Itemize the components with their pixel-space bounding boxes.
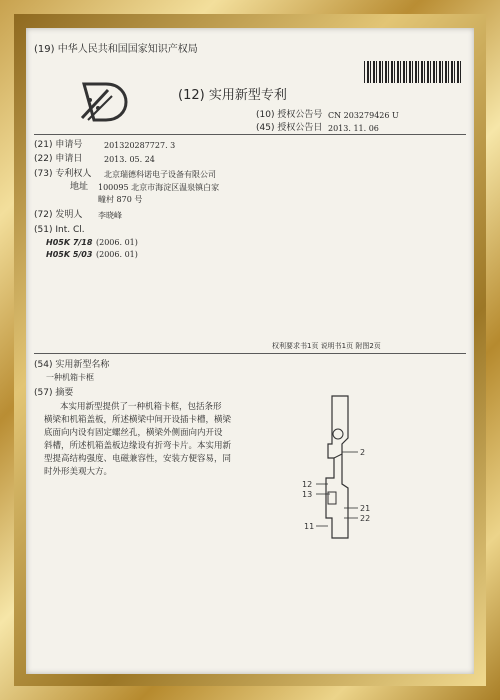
body-divider [34, 353, 466, 354]
patentee-label: (73) 专利权人 [34, 169, 92, 179]
abstract-label: (57) 摘要 [34, 388, 74, 398]
header-divider [34, 134, 466, 135]
patentee-value: 北京瑞德科诺电子设备有限公司 [104, 170, 216, 179]
utility-model-name-value: 一种机箱卡框 [46, 373, 94, 382]
utility-model-name-label: (54) 实用新型名称 [34, 360, 110, 370]
barcode [364, 61, 462, 83]
inventor-label: (72) 发明人 [34, 210, 83, 220]
figure-label: 12 [302, 480, 313, 489]
figure-label: 21 [360, 504, 371, 513]
abstract-figure [288, 388, 398, 548]
intcl-2-year: (2006. 01) [96, 250, 138, 259]
document-type: (12) 实用新型专利 [178, 88, 287, 103]
patent-certificate [26, 28, 474, 674]
publication-number-label: (10) 授权公告号 [256, 110, 323, 120]
abstract-line: 型提高结构强度、电磁兼容性，安装方便容易，同 [44, 454, 232, 464]
application-date-label: (22) 申请日 [34, 154, 83, 164]
intcl-label: (51) Int. Cl. [34, 225, 85, 235]
pages-info: 权利要求书1页 说明书1页 附图2页 [272, 342, 381, 350]
abstract-line: 本实用新型提供了一种机箱卡框，包括条形 [60, 402, 222, 412]
figure-label: 2 [360, 448, 366, 457]
publication-date-label: (45) 授权公告日 [256, 123, 323, 133]
figure-label: 22 [360, 514, 371, 523]
intcl-2-code: H05K 5/03 [46, 250, 93, 259]
application-number-value: 201320287727. 3 [104, 141, 176, 150]
publication-date-value: 2013. 11. 06 [328, 124, 379, 133]
application-date-value: 2013. 05. 24 [104, 155, 155, 164]
application-number-label: (21) 申请号 [34, 140, 83, 150]
sipo-emblem-icon [78, 78, 130, 124]
abstract-line: 横梁和机箱盖板，所述横梁中间开设插卡槽，横梁 [44, 415, 232, 425]
abstract-line: 时外形美观大方。 [44, 467, 113, 477]
inventor-value: 李晓峰 [98, 211, 122, 220]
abstract-line: 斜槽，所述机箱盖板边缘设有折弯卡片。本实用新 [44, 441, 232, 451]
intcl-1-year: (2006. 01) [96, 238, 138, 247]
address-line-1: 100095 北京市海淀区温泉镇白家 [98, 183, 220, 192]
side-publication-number [0, 592, 2, 652]
figure-label: 13 [302, 490, 313, 499]
office-name: (19) 中华人民共和国国家知识产权局 [34, 44, 198, 55]
abstract-line: 底面向内设有固定螺丝孔，横梁外侧面向内开设 [44, 428, 223, 438]
figure-label: 11 [304, 522, 315, 531]
address-line-2: 疃村 870 号 [98, 195, 143, 204]
address-label: 地址 [70, 182, 89, 192]
publication-number-value: CN 203279426 U [328, 111, 399, 120]
intcl-1-code: H05K 7/18 [46, 238, 93, 247]
